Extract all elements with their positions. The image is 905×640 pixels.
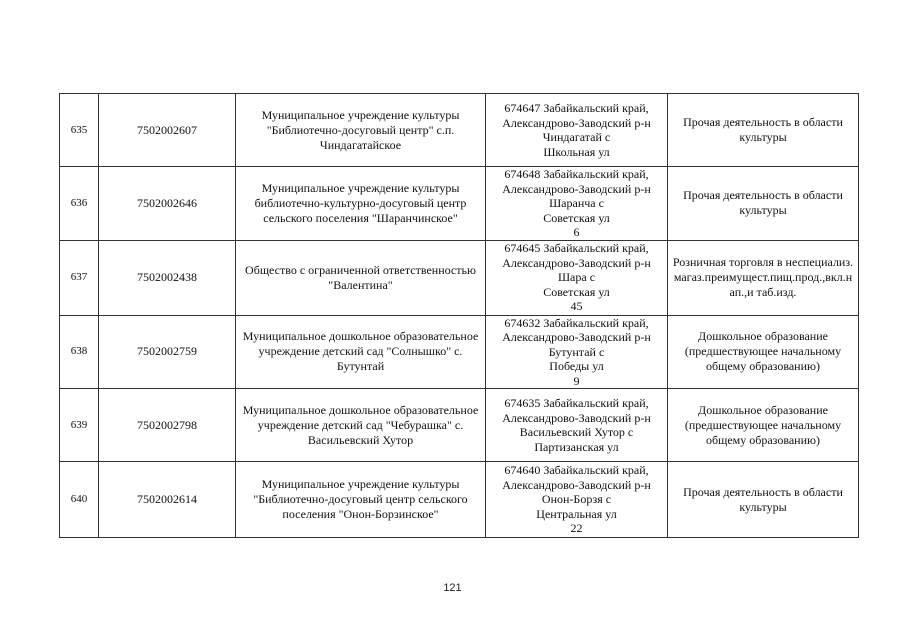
activity-cell: Прочая деятельность в области культуры <box>668 94 859 167</box>
page-number: 121 <box>443 582 462 594</box>
address-line: 674648 Забайкальский край, <box>504 167 649 181</box>
inn-cell: 7502002646 <box>99 167 236 241</box>
inn-cell: 7502002607 <box>99 94 236 167</box>
address-line: Александрово-Заводский р-н <box>502 477 651 492</box>
organization-name: Муниципальное дошкольное образовательное учреждение детский сад "Солнышко" с. Бутунтай <box>236 315 486 389</box>
address-line: Советская ул <box>543 284 610 299</box>
table-row <box>60 389 859 462</box>
inn-cell: 7502002798 <box>99 389 236 462</box>
row-number: 639 <box>60 389 99 462</box>
address-line: Чиндагатай с <box>542 130 611 144</box>
address-cell <box>486 315 668 389</box>
address-line: Бутунтай с <box>548 344 605 359</box>
address-line: 674647 Забайкальский край, <box>504 101 649 115</box>
address-line: Александрово-Заводский р-н <box>502 181 651 196</box>
table-row <box>60 94 859 167</box>
row-number: 636 <box>60 167 99 241</box>
address-line: Шаранча с <box>549 196 604 210</box>
inn-cell: 7502002759 <box>99 315 236 389</box>
inn-cell: 7502002438 <box>99 240 236 315</box>
organization-name: Муниципальное дошкольное образовательное учреждение детский сад "Чебурашка" с. Васильевский Хутор <box>236 389 486 462</box>
address-line: 45 <box>570 299 583 314</box>
address-line: 6 <box>573 225 580 239</box>
address-line: Победы ул <box>549 359 604 373</box>
organization-name: Муниципальное учреждение культуры "Библиотечно-досуговый центр" с.п. Чиндагатайское <box>236 94 486 167</box>
address-line: Александрово-Заводский р-н <box>502 255 651 270</box>
address-line: Онон-Борзя с <box>541 492 612 507</box>
row-number: 638 <box>60 315 99 389</box>
address-line: Школьная ул <box>543 144 610 159</box>
activity-cell: Розничная торговля в неспециализ.магаз.преимущест.пищ.прод.,вкл.нап.,и таб.изд. <box>668 240 859 315</box>
row-number: 635 <box>60 94 99 167</box>
organization-name: Муниципальное учреждение культуры "Библиотечно-досуговый центр сельского поселения "Онон-Борзинское" <box>236 462 486 538</box>
address-line: Васильевский Хутор с <box>519 425 634 439</box>
row-number: 640 <box>60 462 99 538</box>
table-row <box>60 167 859 241</box>
address-line: 22 <box>570 521 583 536</box>
address-line: 674635 Забайкальский край, <box>504 396 649 410</box>
address-cell <box>486 167 668 241</box>
inn-cell: 7502002614 <box>99 462 236 538</box>
address-line: Партизанская ул <box>534 439 619 454</box>
registry-table <box>59 93 859 538</box>
address-cell <box>486 389 668 462</box>
address-line: 674640 Забайкальский край, <box>504 463 649 478</box>
address-cell <box>486 462 668 538</box>
row-number: 637 <box>60 240 99 315</box>
activity-cell: Дошкольное образование (предшествующее начальному общему образованию) <box>668 389 859 462</box>
organization-name: Муниципальное учреждение культуры библиотечно-культурно-досуговый центр сельского поселения "Шаранчинское" <box>236 167 486 241</box>
address-line: 674645 Забайкальский край, <box>504 241 649 256</box>
address-line: Шара с <box>557 270 596 285</box>
address-line: Советская ул <box>543 210 610 225</box>
address-cell <box>486 94 668 167</box>
address-line: Александрово-Заводский р-н <box>502 115 651 130</box>
activity-cell: Прочая деятельность в области культуры <box>668 462 859 538</box>
activity-cell: Дошкольное образование (предшествующее начальному общему образованию) <box>668 315 859 389</box>
address-cell <box>486 240 668 315</box>
table-row <box>60 315 859 389</box>
table-row <box>60 462 859 538</box>
address-line: 9 <box>573 373 580 388</box>
activity-cell: Прочая деятельность в области культуры <box>668 167 859 241</box>
address-line: 674632 Забайкальский край, <box>504 315 649 330</box>
address-line: Александрово-Заводский р-н <box>502 330 651 344</box>
address-line: Александрово-Заводский р-н <box>502 410 651 425</box>
organization-name: Общество с ограниченной ответственностью "Валентина" <box>236 240 486 315</box>
table-row <box>60 240 859 315</box>
address-line: Центральная ул <box>536 506 617 521</box>
